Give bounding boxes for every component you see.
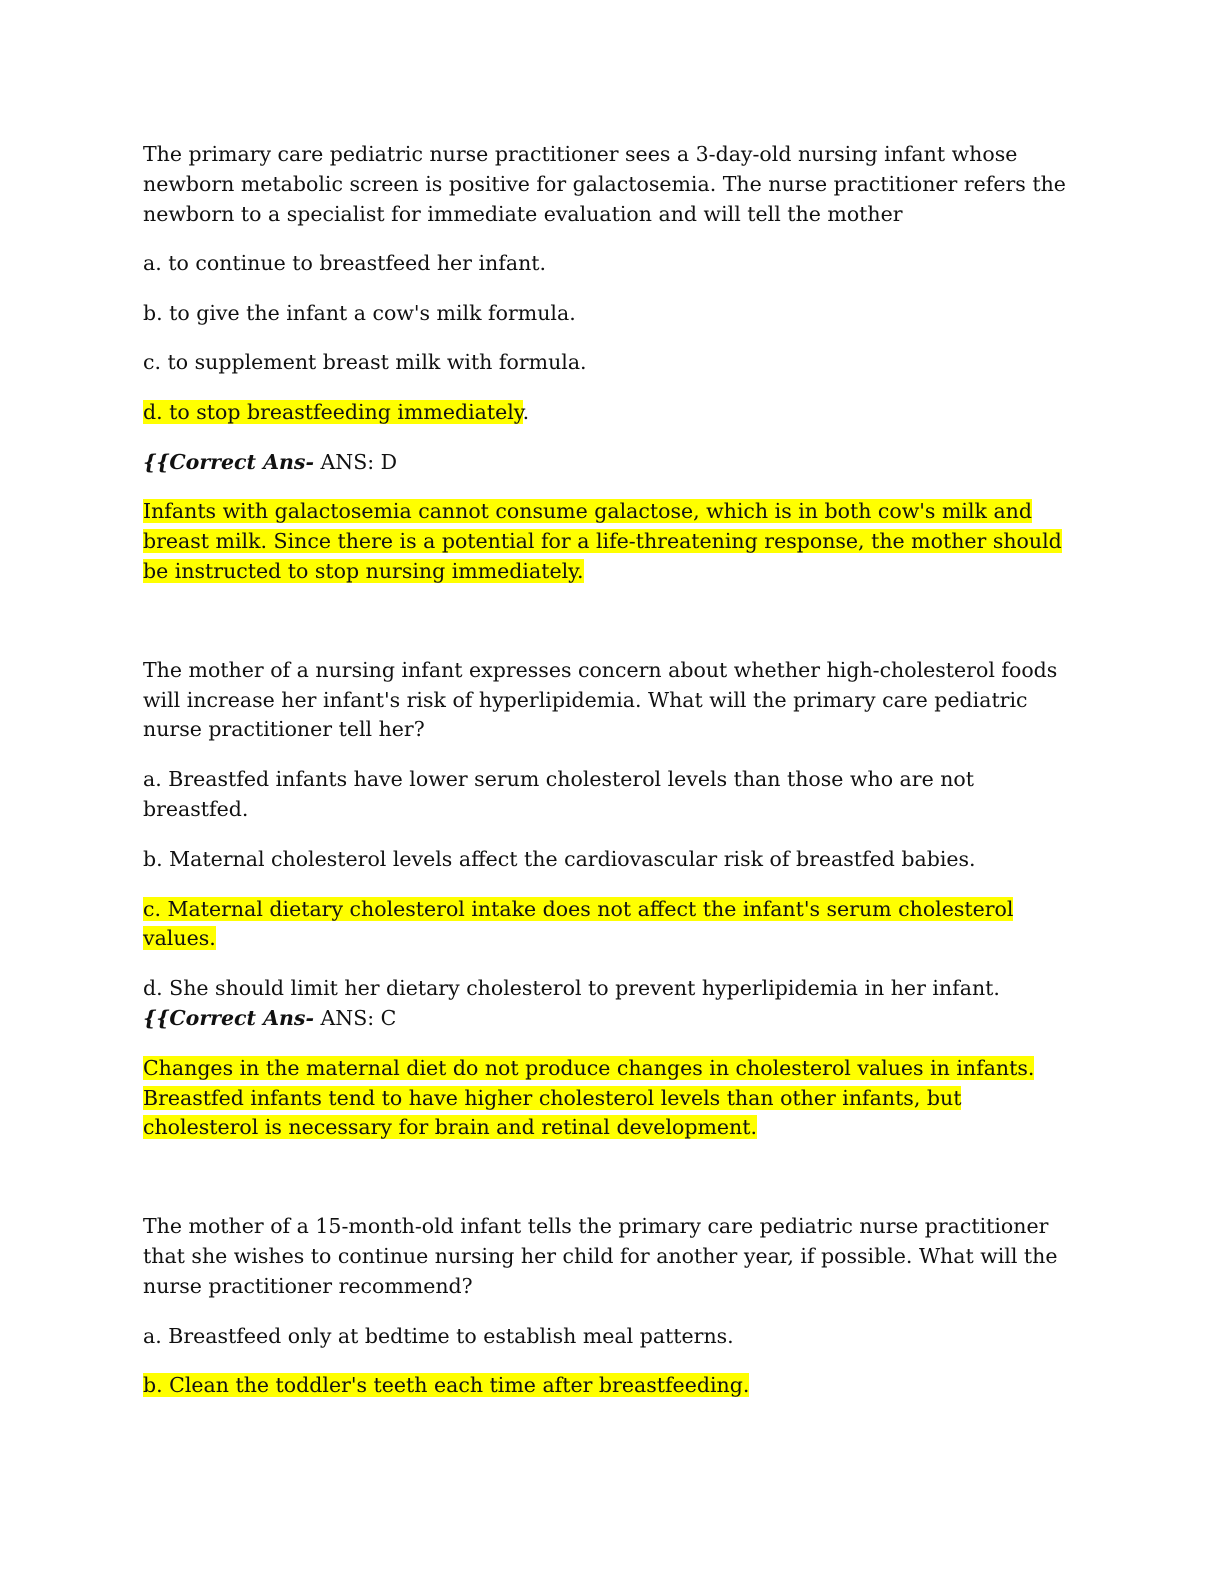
rationale: [143, 1054, 1083, 1143]
option-a: a. Breastfed infants have lower serum cholesterol levels than those who are not breastfed.: [143, 767, 975, 821]
option-d: d. She should limit her dietary cholesterol to prevent hyperlipidemia in her infant.: [143, 976, 1000, 1001]
option-a: a. Breastfeed only at bedtime to establish meal patterns.: [143, 1323, 734, 1348]
option-d-trailing: .: [522, 399, 530, 424]
highlighted-rationale: Infants with galactosemia cannot consume galactose, which is in both cow's milk and breast milk. Since there is a potential for a life-threatening response, the mother should be instructed to stop nursing immediately.: [143, 499, 1062, 583]
question-3: [143, 1212, 1083, 1401]
option-a: a. to continue to breastfeed her infant.: [143, 251, 547, 276]
option-d-correct: [143, 398, 1083, 428]
correct-answer-value: ANS: D: [313, 449, 398, 474]
option-b-correct: [143, 1371, 1083, 1401]
highlighted-rationale: Changes in the maternal diet do not produce changes in cholesterol values in infants. Breastfed infants tend to have higher cholesterol levels than other infants, but cholesterol is necessary for brain and retinal development.: [143, 1055, 1035, 1140]
highlighted-answer: d. to stop breastfeeding immediately: [143, 399, 523, 424]
option-b: b. Maternal cholesterol levels affect the cardiovascular risk of breastfed babies.: [143, 846, 976, 871]
correct-answer-label: {{Correct Ans-: [143, 449, 314, 474]
question-stem: The mother of a nursing infant expresses concern about whether high-cholesterol foods will increase her infant's risk of hyperlipidemia. What will the primary care pediatric nurse practitioner tell her?: [143, 657, 1058, 742]
rationale: [143, 497, 1083, 586]
option-c: c. to supplement breast milk with formula.: [143, 349, 587, 374]
correct-answer-value: ANS: C: [313, 1005, 397, 1030]
document-page: [143, 140, 1083, 1401]
highlighted-answer: c. Maternal dietary cholesterol intake does not affect the infant's serum cholesterol values.: [143, 896, 1014, 951]
question-1: [143, 140, 1083, 587]
answer-line: [143, 1004, 1083, 1034]
answer-line: [143, 448, 1083, 478]
question-2: [143, 656, 1083, 1143]
highlighted-answer: b. Clean the toddler's teeth each time after breastfeeding.: [143, 1373, 750, 1398]
question-stem: The mother of a 15-month-old infant tells the primary care pediatric nurse practitioner that she wishes to continue nursing her child for another year, if possible. What will the nurse practitioner recommend?: [143, 1214, 1058, 1298]
option-c-correct: [143, 895, 1083, 955]
correct-answer-label: {{Correct Ans-: [143, 1005, 314, 1030]
question-stem: The primary care pediatric nurse practitioner sees a 3-day-old nursing infant whose newborn metabolic screen is positive for galactosemia. The nurse practitioner refers the newborn to a specialist for immediate evaluation and will tell the mother: [143, 142, 1066, 226]
option-b: b. to give the infant a cow's milk formula.: [143, 301, 576, 326]
